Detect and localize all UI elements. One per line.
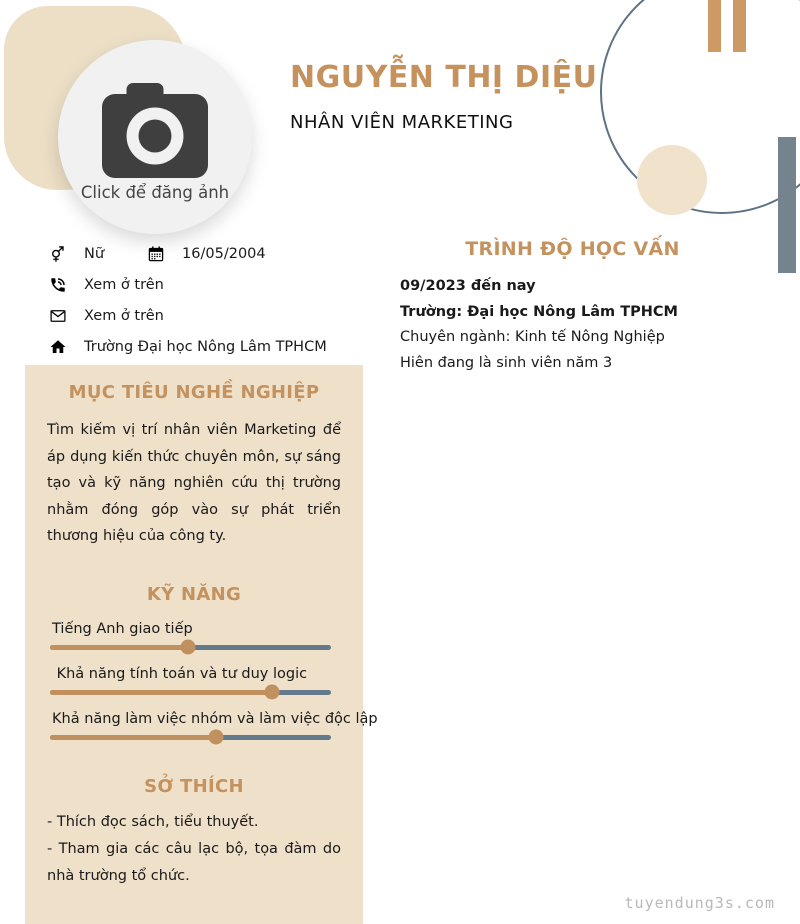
skill-slider-fill [50, 735, 216, 740]
contact-birthday-value: 16/05/2004 [182, 246, 266, 262]
decor-tan-bar [733, 0, 746, 52]
skill-item [50, 666, 331, 695]
photo-upload-caption: Click để đăng ảnh [80, 182, 230, 202]
contact-phone-value: Xem ở trên [84, 277, 164, 293]
candidate-name: NGUYỄN THỊ DIỆU [290, 60, 598, 95]
site-watermark: tuyendung3s.com [624, 894, 775, 912]
camera-icon [94, 81, 216, 181]
skill-slider-fill [50, 645, 188, 650]
skill-label: Khả năng làm việc nhóm và làm việc độc lập [52, 710, 378, 727]
phone-icon [48, 275, 68, 295]
gender-icon [48, 244, 68, 264]
contact-row-gender-birthday [48, 243, 378, 265]
contact-email-value: Xem ở trên [84, 308, 164, 324]
contact-gender-value: Nữ [84, 246, 105, 262]
education-period: 09/2023 đến nay [400, 278, 536, 294]
photo-upload-button[interactable] [58, 40, 252, 234]
decor-side-rectangle [778, 137, 796, 273]
objective-heading: MỤC TIÊU NGHỀ NGHIỆP [68, 382, 320, 403]
skill-slider-knob[interactable] [208, 730, 223, 745]
skill-slider[interactable] [50, 735, 331, 740]
contact-row-phone [48, 274, 378, 296]
skill-label: Tiếng Anh giao tiếp [52, 620, 193, 637]
hobbies-list [47, 809, 341, 890]
skill-slider-fill [50, 690, 272, 695]
home-icon [48, 337, 68, 357]
hobbies-heading: SỞ THÍCH [144, 775, 244, 797]
education-school: Trường: Đại học Nông Lâm TPHCM [400, 303, 678, 320]
skill-slider-knob[interactable] [264, 685, 279, 700]
decor-beige-circle [637, 145, 707, 215]
hobby-item: - Tham gia các câu lạc bộ, tọa đàm do nhà trường tổ chức. [47, 840, 341, 884]
skill-item [50, 710, 378, 740]
skill-slider[interactable] [50, 645, 331, 650]
email-icon [48, 306, 68, 326]
hobby-item: - Thích đọc sách, tiểu thuyết. [47, 813, 259, 830]
education-status: Hiên đang là sinh viên năm 3 [400, 354, 613, 371]
candidate-job-title: NHÂN VIÊN MARKETING [290, 112, 514, 133]
calendar-icon [146, 244, 166, 264]
skill-slider-knob[interactable] [180, 640, 195, 655]
education-major: Chuyên ngành: Kinh tế Nông Nghiệp [400, 329, 665, 345]
education-heading: TRÌNH ĐỘ HỌC VẤN [465, 238, 680, 260]
skill-item [50, 621, 331, 650]
contact-section [48, 243, 378, 367]
skill-slider[interactable] [50, 690, 331, 695]
decor-tan-bar [708, 0, 721, 52]
left-panel [25, 365, 378, 924]
objective-text: Tìm kiếm vị trí nhân viên Marketing để áp dụng kiến thức chuyên môn, sự sáng tạo và kỹ năng nghiên cứu thị trường nhằm đóng góp vào sự phát triển thương hiệu của công ty. [47, 422, 341, 544]
education-section [400, 238, 745, 376]
skill-label: Khả năng tính toán và tư duy logic [52, 665, 308, 682]
skills-heading: KỸ NĂNG [146, 583, 242, 605]
contact-address-value: Trường Đại học Nông Lâm TPHCM [84, 339, 327, 355]
contact-row-email [48, 305, 378, 327]
contact-row-address [48, 336, 378, 358]
